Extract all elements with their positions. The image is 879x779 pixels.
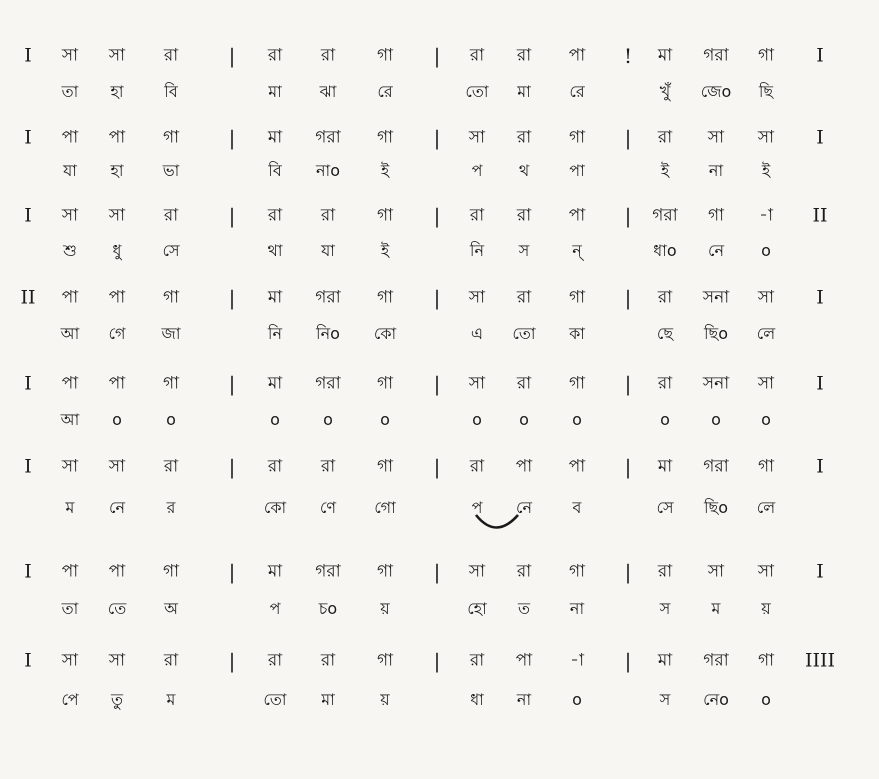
lyric-syllable: লে — [756, 324, 776, 343]
swara-note: গা — [757, 456, 775, 477]
swara-note: রা — [267, 456, 283, 477]
lyric-syllable: o — [270, 410, 280, 429]
bar-line: | — [228, 455, 236, 479]
swara-note: গা — [757, 45, 775, 66]
lyric-syllable: মা — [321, 690, 335, 709]
swara-note: রা — [267, 205, 283, 226]
lyric-syllable: o — [472, 410, 482, 429]
lyric-syllable: যা — [63, 161, 77, 180]
swara-note: সা — [707, 127, 725, 148]
swara-note: গরা — [315, 561, 341, 582]
swara-note: সা — [61, 45, 79, 66]
lyric-syllable: ম — [65, 498, 75, 517]
swara-note: মা — [267, 287, 283, 308]
bar-line: | — [228, 560, 236, 584]
lyric-syllable: জা — [161, 324, 181, 343]
swara-note: পা — [108, 373, 126, 394]
swara-note: সা — [61, 650, 79, 671]
swara-note: গা — [162, 287, 180, 308]
swara-note: গা — [568, 561, 586, 582]
swara-note: রা — [516, 205, 532, 226]
lyric-syllable: প — [471, 161, 483, 180]
swara-note: সা — [61, 456, 79, 477]
swara-note: গা — [376, 650, 394, 671]
swara-note: রা — [516, 127, 532, 148]
swara-note: সা — [757, 561, 775, 582]
lyric-syllable: ছিo — [703, 324, 729, 343]
swara-note: গা — [568, 373, 586, 394]
bar-line: | — [228, 44, 236, 68]
swara-note: সা — [757, 127, 775, 148]
bar-line: | — [433, 286, 441, 310]
bar-line: I — [24, 44, 32, 67]
lyric-syllable: না — [708, 161, 724, 180]
lyric-syllable: o — [380, 410, 390, 429]
swara-note: পা — [61, 127, 79, 148]
swara-note: রা — [516, 561, 532, 582]
lyric-syllable: য় — [761, 599, 771, 618]
lyric-syllable: o — [711, 410, 721, 429]
swara-note: সা — [757, 373, 775, 394]
swara-note: রা — [657, 561, 673, 582]
lyric-syllable: কো — [263, 498, 287, 517]
lyric-syllable: না — [516, 690, 532, 709]
swara-note: রা — [469, 45, 485, 66]
bar-line: I — [816, 44, 824, 67]
bar-line: | — [433, 126, 441, 150]
swara-note: রা — [469, 205, 485, 226]
lyric-syllable: ন্ — [572, 241, 582, 260]
swara-note: গা — [568, 127, 586, 148]
swara-note: মা — [267, 561, 283, 582]
swara-note: পা — [61, 373, 79, 394]
bar-line: | — [624, 649, 632, 673]
swara-note: পা — [108, 127, 126, 148]
swara-note: পা — [108, 287, 126, 308]
lyric-syllable: নাo — [316, 161, 340, 180]
lyric-syllable: বি — [164, 82, 178, 101]
swara-note: রা — [163, 650, 179, 671]
swara-note: সনা — [702, 373, 730, 394]
swara-note: গা — [376, 373, 394, 394]
swara-note: রা — [516, 45, 532, 66]
bar-line: I — [24, 372, 32, 395]
bar-line: ! — [623, 44, 633, 68]
swara-note: গা — [376, 205, 394, 226]
swara-note: গা — [376, 45, 394, 66]
swara-note: রা — [469, 456, 485, 477]
bar-line: | — [624, 286, 632, 310]
bar-line: I — [816, 560, 824, 583]
swara-note: পা — [515, 650, 533, 671]
lyric-syllable: ধু — [112, 241, 122, 260]
swara-note: সা — [108, 45, 126, 66]
swara-note: সা — [108, 456, 126, 477]
lyric-syllable: য় — [380, 599, 390, 618]
swara-note: রা — [163, 45, 179, 66]
bar-line: | — [624, 204, 632, 228]
lyric-syllable: নেo — [703, 690, 729, 709]
swara-note: গরা — [703, 650, 729, 671]
swara-note: -া — [570, 650, 584, 671]
lyric-syllable: o — [572, 410, 582, 429]
bar-line: I — [24, 649, 32, 672]
swara-note: সা — [108, 205, 126, 226]
lyric-syllable: স — [659, 690, 671, 709]
swara-note: পা — [568, 205, 586, 226]
swara-note: সা — [468, 127, 486, 148]
lyric-syllable: তো — [263, 690, 287, 709]
bar-line: I — [24, 126, 32, 149]
swara-note: রা — [320, 205, 336, 226]
swara-note: রা — [163, 456, 179, 477]
lyric-syllable: র — [166, 498, 176, 517]
lyric-syllable: ছি — [758, 82, 774, 101]
lyric-syllable: o — [761, 241, 771, 260]
swara-note: রা — [320, 456, 336, 477]
lyric-syllable: ম — [166, 690, 176, 709]
lyric-syllable: থ — [518, 161, 530, 180]
swara-note: গা — [376, 127, 394, 148]
lyric-syllable: সে — [162, 241, 180, 260]
swara-note: মা — [267, 373, 283, 394]
lyric-syllable: খুঁ — [659, 82, 671, 101]
lyric-syllable: বি — [268, 161, 282, 180]
lyric-syllable: ম — [711, 599, 721, 618]
swara-note: গা — [162, 373, 180, 394]
swara-note: রা — [516, 373, 532, 394]
lyric-syllable: তো — [512, 324, 536, 343]
lyric-syllable: নি — [267, 324, 283, 343]
bar-line: | — [228, 286, 236, 310]
bar-line: I — [24, 455, 32, 478]
lyric-syllable: o — [660, 410, 670, 429]
swara-note: গরা — [652, 205, 678, 226]
lyric-syllable: রে — [377, 82, 393, 101]
lyric-syllable: পে — [61, 690, 79, 709]
lyric-syllable: ণে — [319, 498, 337, 517]
bar-line: | — [433, 649, 441, 673]
bar-line: I — [24, 204, 32, 227]
bar-line: | — [624, 455, 632, 479]
bar-line: | — [433, 455, 441, 479]
swara-note: গা — [757, 650, 775, 671]
lyric-syllable: কো — [373, 324, 397, 343]
swara-note: মা — [657, 650, 673, 671]
bar-line: | — [433, 44, 441, 68]
lyric-syllable: o — [761, 410, 771, 429]
lyric-syllable: হা — [110, 82, 124, 101]
swara-note: মা — [267, 127, 283, 148]
bar-line: | — [433, 372, 441, 396]
swara-note: পা — [515, 456, 533, 477]
lyric-syllable: ব — [572, 498, 582, 517]
lyric-syllable: হো — [467, 599, 487, 618]
swara-note: পা — [568, 45, 586, 66]
lyric-syllable: o — [112, 410, 122, 429]
bar-line: | — [228, 372, 236, 396]
swara-note: গরা — [703, 45, 729, 66]
lyric-syllable: তে — [107, 599, 127, 618]
swara-note: সা — [108, 650, 126, 671]
swara-note: সা — [468, 287, 486, 308]
swara-note: রা — [657, 127, 673, 148]
lyric-syllable: o — [166, 410, 176, 429]
bar-line: | — [624, 372, 632, 396]
lyric-syllable: শু — [63, 241, 77, 260]
lyric-syllable: না — [569, 599, 585, 618]
swara-note: সা — [707, 561, 725, 582]
lyric-syllable: তু — [110, 690, 124, 709]
lyric-syllable: ঝা — [319, 82, 337, 101]
bar-line: IIII — [804, 649, 836, 672]
lyric-syllable: আ — [60, 324, 80, 343]
lyric-syllable: থা — [267, 241, 283, 260]
lyric-syllable: রে — [569, 82, 585, 101]
swara-note: রা — [320, 650, 336, 671]
lyric-syllable: নিo — [316, 324, 340, 343]
lyric-syllable: কা — [569, 324, 585, 343]
lyric-syllable: লে — [756, 498, 776, 517]
swara-note: -া — [759, 205, 773, 226]
bar-line: I — [816, 126, 824, 149]
lyric-syllable: প — [269, 599, 281, 618]
swara-note: গা — [376, 456, 394, 477]
swara-note: রা — [657, 373, 673, 394]
swara-note: গা — [376, 287, 394, 308]
lyric-syllable: তো — [465, 82, 489, 101]
swara-note: মা — [657, 45, 673, 66]
bar-line: | — [624, 126, 632, 150]
lyric-syllable: তা — [61, 599, 79, 618]
lyric-syllable: এ — [470, 324, 484, 343]
swara-note: গরা — [703, 456, 729, 477]
lyric-syllable: জেo — [700, 82, 732, 101]
lyric-syllable: ত — [517, 599, 531, 618]
lyric-syllable: ছে — [656, 324, 674, 343]
lyric-syllable: আ — [60, 410, 80, 429]
bar-line: II — [812, 204, 828, 227]
lyric-syllable: ই — [761, 161, 771, 180]
lyric-syllable: হা — [110, 161, 124, 180]
lyric-syllable: পা — [569, 161, 585, 180]
bar-line: | — [624, 560, 632, 584]
swara-note: রা — [469, 650, 485, 671]
lyric-syllable: নি — [469, 241, 485, 260]
swara-note: রা — [267, 45, 283, 66]
lyric-syllable: ই — [380, 241, 390, 260]
lyric-syllable: চo — [318, 599, 338, 618]
lyric-syllable: গো — [374, 498, 396, 517]
bar-line: | — [228, 126, 236, 150]
swara-note: গরা — [315, 127, 341, 148]
lyric-syllable: ভা — [162, 161, 180, 180]
swara-note: পা — [568, 456, 586, 477]
bar-line: | — [433, 560, 441, 584]
swara-note: সা — [757, 287, 775, 308]
lyric-syllable: ধাo — [653, 241, 677, 260]
swara-note: গা — [568, 287, 586, 308]
swara-note: রা — [267, 650, 283, 671]
lyric-syllable: স — [659, 599, 671, 618]
swara-note: পা — [61, 561, 79, 582]
swara-note: রা — [516, 287, 532, 308]
swara-note: সা — [468, 373, 486, 394]
swara-note: গরা — [315, 373, 341, 394]
bar-line: | — [433, 204, 441, 228]
swara-note: পা — [61, 287, 79, 308]
bar-line: | — [228, 204, 236, 228]
swara-note: পা — [108, 561, 126, 582]
swara-note: গা — [162, 561, 180, 582]
lyric-syllable: প — [471, 498, 483, 517]
lyric-syllable: মা — [517, 82, 531, 101]
lyric-syllable: যা — [321, 241, 335, 260]
swara-note: সা — [61, 205, 79, 226]
lyric-syllable: ধা — [470, 690, 484, 709]
lyric-syllable: অ — [164, 599, 178, 618]
swara-note: গরা — [315, 287, 341, 308]
lyric-syllable: নে — [707, 241, 725, 260]
lyric-syllable: মা — [268, 82, 282, 101]
lyric-syllable: ই — [380, 161, 390, 180]
swara-note: গা — [707, 205, 725, 226]
bar-line: I — [24, 560, 32, 583]
swara-note: রা — [320, 45, 336, 66]
lyric-syllable: ছিo — [703, 498, 729, 517]
swara-note: সনা — [702, 287, 730, 308]
swara-note: সা — [468, 561, 486, 582]
lyric-syllable: o — [761, 690, 771, 709]
lyric-syllable: নে — [515, 498, 533, 517]
lyric-syllable: নে — [108, 498, 126, 517]
lyric-syllable: য় — [380, 690, 390, 709]
lyric-syllable: o — [519, 410, 529, 429]
bar-line: | — [228, 649, 236, 673]
lyric-syllable: তা — [61, 82, 79, 101]
swara-note: রা — [163, 205, 179, 226]
lyric-syllable: o — [572, 690, 582, 709]
swara-note: গা — [376, 561, 394, 582]
lyric-syllable: ই — [660, 161, 670, 180]
lyric-syllable: গে — [108, 324, 126, 343]
swara-note: গা — [162, 127, 180, 148]
lyric-syllable: স — [518, 241, 530, 260]
bar-line: I — [816, 372, 824, 395]
bar-line: I — [816, 286, 824, 309]
bar-line: II — [20, 286, 36, 309]
lyric-syllable: o — [323, 410, 333, 429]
swara-note: মা — [657, 456, 673, 477]
lyric-syllable: সে — [656, 498, 674, 517]
bar-line: I — [816, 455, 824, 478]
swara-note: রা — [657, 287, 673, 308]
